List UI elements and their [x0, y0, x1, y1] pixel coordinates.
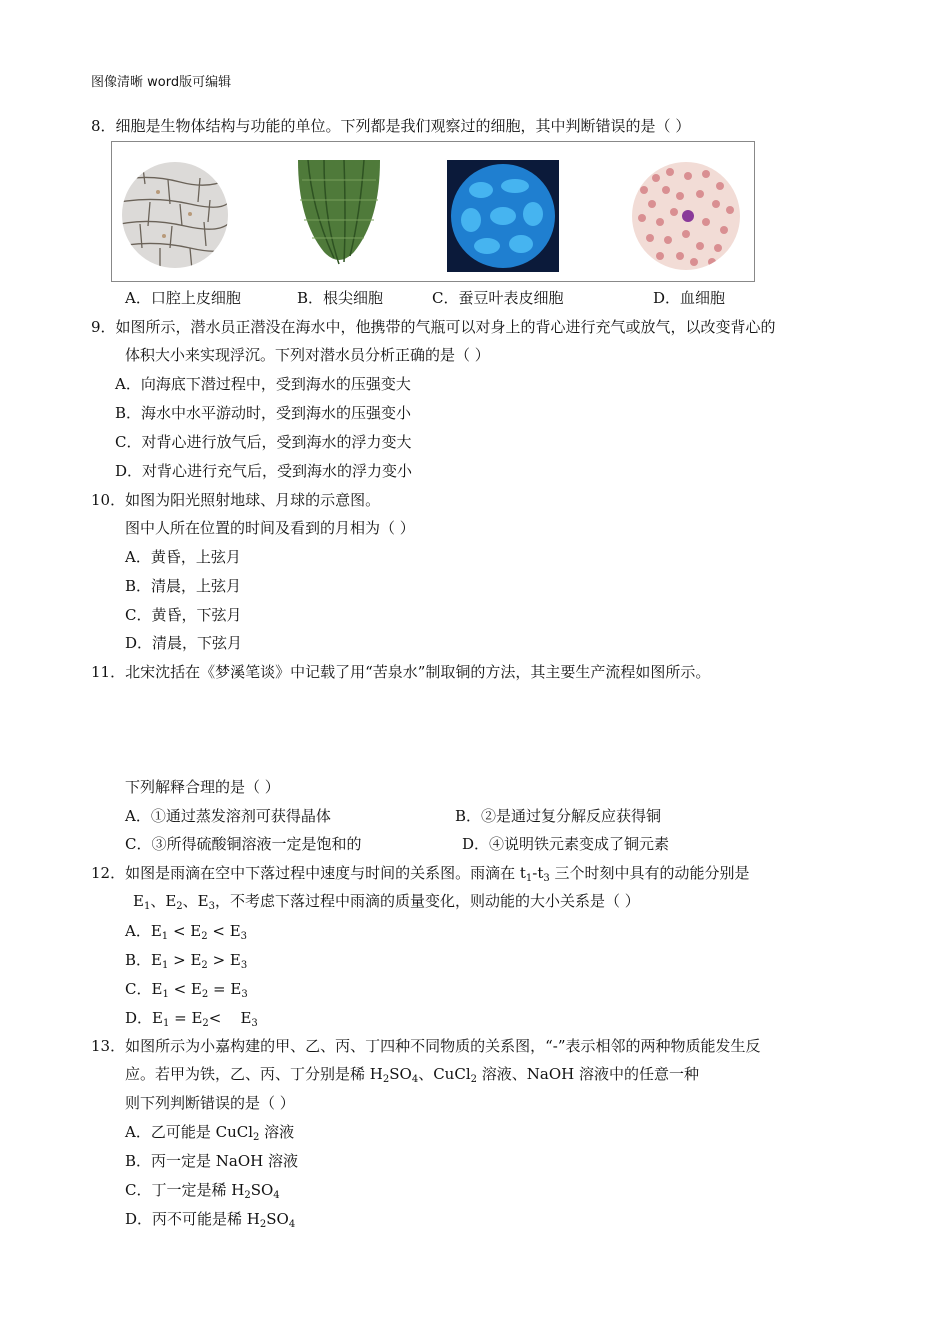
- q11-option-d: D．④说明铁元素变成了铜元素: [462, 835, 670, 853]
- q8-option-a: A．口腔上皮细胞: [125, 289, 241, 307]
- cell-image-panel: [111, 141, 755, 282]
- q13-option-d: D．丙不可能是稀 $H_2SO_4$: [125, 1210, 296, 1230]
- q13-stem-line2: 应。若甲为铁，乙、丙、丁分别是稀 $H_2SO_4$、CuCl$_2$ 溶液、NaOH 溶液中的任意一种: [125, 1065, 699, 1085]
- q10-option-b: B．清晨，上弦月: [125, 577, 242, 595]
- q9-option-b: B．海水中水平游动时，受到海水的压强变小: [115, 404, 412, 422]
- q12-option-a: A．$E_1 < E_2 < E_3$: [125, 922, 248, 942]
- q8-option-d: D．血细胞: [653, 289, 726, 307]
- q13-stem-line1: 13．如图所示为小嘉构建的甲、乙、丙、丁四种不同物质的关系图，“-”表示相邻的两种物质能发生反: [91, 1037, 761, 1055]
- q9-option-d: D．对背心进行充气后，受到海水的浮力变小: [115, 462, 413, 480]
- q10-option-c: C．黄昏，下弦月: [125, 606, 242, 624]
- q11-option-a: A．①通过蒸发溶剂可获得晶体: [125, 807, 331, 825]
- q10-option-d: D．清晨，下弦月: [125, 634, 243, 652]
- q10-option-a: A．黄昏，上弦月: [125, 548, 241, 566]
- q11-stem-line2: 下列解释合理的是（ ）: [125, 778, 280, 796]
- q13-stem-line3: 则下列判断错误的是（ ）: [125, 1094, 295, 1112]
- q12-option-d: D．$E_1 = E_2<$ $E_3$: [125, 1009, 258, 1029]
- q11-option-b: B．②是通过复分解反应获得铜: [455, 807, 662, 825]
- q10-stem-line1: 10．如图为阳光照射地球、月球的示意图。: [91, 491, 381, 509]
- q12-option-c: C．$E_1 < E_2 = E_3$: [125, 980, 248, 1000]
- q8-option-b: B．根尖细胞: [297, 289, 384, 307]
- blood-cell-micrograph: [630, 160, 742, 272]
- q12-stem-line1: 12．如图是雨滴在空中下落过程中速度与时间的关系图。雨滴在 $t_1-t_3$ 三个时刻中具有的动能分别是: [91, 864, 750, 884]
- q12-stem-line2: $E_1$、$E_2$、$E_3$，不考虑下落过程中雨滴的质量变化，则动能的大小关系是（ ）: [133, 892, 640, 912]
- q8-stem: 8．细胞是生物体结构与功能的单位。下列都是我们观察过的细胞，其中判断错误的是（ ）: [91, 117, 691, 135]
- page-header: 图像清晰 word版可编辑: [91, 75, 232, 90]
- q10-stem-line2: 图中人所在位置的时间及看到的月相为（ ）: [125, 519, 415, 537]
- cheek-cell-micrograph: [120, 160, 230, 270]
- q9-option-a: A．向海底下潜过程中，受到海水的压强变大: [115, 375, 411, 393]
- q13-option-b: B．丙一定是 NaOH 溶液: [125, 1152, 299, 1170]
- q9-stem-line2: 体积大小来实现浮沉。下列对潜水员分析正确的是（ ）: [125, 346, 490, 364]
- q12-option-b: B．$E_1 > E_2 > E_3$: [125, 951, 248, 971]
- q11-stem-line1: 11．北宋沈括在《梦溪笔谈》中记载了用“苦泉水”制取铜的方法，其主要生产流程如图所示。: [91, 663, 711, 681]
- q9-stem-line1: 9．如图所示，潜水员正潜没在海水中，他携带的气瓶可以对身上的背心进行充气或放气，以改变背心的: [91, 318, 776, 336]
- q13-option-c: C．丁一定是稀 $H_2SO_4$: [125, 1181, 280, 1201]
- q9-option-c: C．对背心进行放气后，受到海水的浮力变大: [115, 433, 412, 451]
- q8-option-c: C．蚕豆叶表皮细胞: [432, 289, 564, 307]
- q11-option-c: C．③所得硫酸铜溶液一定是饱和的: [125, 835, 362, 853]
- root-tip-micrograph: [294, 160, 384, 270]
- q13-option-a: A．乙可能是 CuCl$_2$ 溶液: [125, 1123, 295, 1143]
- leaf-epidermis-micrograph: [447, 160, 559, 272]
